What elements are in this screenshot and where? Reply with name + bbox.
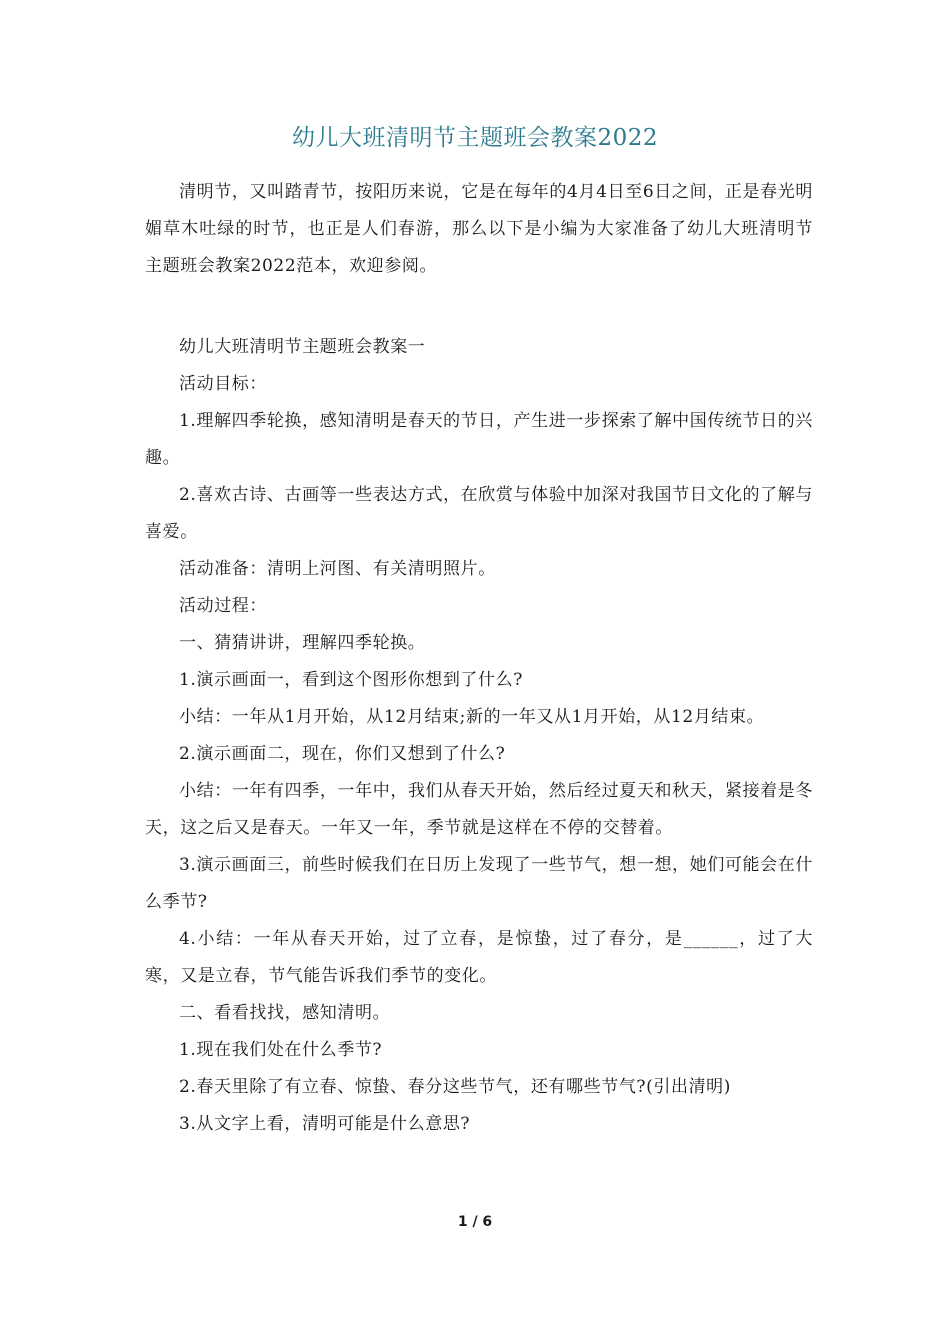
- body-paragraph: 2.喜欢古诗、古画等一些表达方式，在欣赏与体验中加深对我国节日文化的了解与喜爱。: [145, 485, 813, 542]
- body-paragraph: 1.现在我们处在什么季节?: [179, 1040, 383, 1060]
- document-title: 幼儿大班清明节主题班会教案2022: [291, 125, 659, 151]
- intro-paragraph: 清明节，又叫踏青节，按阳历来说，它是在每年的4月4日至6日之间，正是春光明媚草木吐绿的时节，也正是人们春游，那么以下是小编为大家准备了幼儿大班清明节主题班会教案2022范本，欢迎参阅。: [145, 182, 813, 276]
- body-paragraph: 1.理解四季轮换，感知清明是春天的节日，产生进一步探索了解中国传统节日的兴趣。: [145, 411, 813, 468]
- body-paragraph: 3.从文字上看，清明可能是什么意思?: [179, 1114, 471, 1134]
- body-paragraph: 2.春天里除了有立春、惊蛰、春分这些节气，还有哪些节气?(引出清明): [179, 1077, 731, 1097]
- body-paragraph: 1.演示画面一，看到这个图形你想到了什么?: [179, 670, 523, 690]
- body-paragraph: 活动准备：清明上河图、有关清明照片。: [179, 559, 496, 579]
- body-paragraph: 二、看看找找，感知清明。: [179, 1003, 391, 1023]
- body-paragraph: 3.演示画面三，前些时候我们在日历上发现了一些节气，想一想，她们可能会在什么季节?: [145, 855, 813, 912]
- document-body: [145, 174, 813, 1143]
- body-paragraph: 小结：一年从1月开始，从12月结束;新的一年又从1月开始，从12月结束。: [179, 707, 765, 727]
- body-paragraph: 一、猜猜讲讲，理解四季轮换。: [179, 633, 426, 653]
- body-paragraph: 2.演示画面二，现在，你们又想到了什么?: [179, 744, 506, 764]
- body-paragraph: 活动过程：: [179, 596, 267, 616]
- section-heading: 幼儿大班清明节主题班会教案一: [179, 337, 426, 357]
- body-paragraph: 4.小结：一年从春天开始，过了立春，是惊蛰，过了春分，是______，过了大寒，又是立春，节气能告诉我们季节的变化。: [145, 929, 813, 986]
- body-paragraph: 小结：一年有四季，一年中，我们从春天开始，然后经过夏天和秋天，紧接着是冬天，这之后又是春天。一年又一年，季节就是这样在不停的交替着。: [145, 781, 813, 838]
- body-paragraph: 活动目标：: [179, 374, 267, 394]
- page-number: 1 / 6: [457, 1214, 493, 1230]
